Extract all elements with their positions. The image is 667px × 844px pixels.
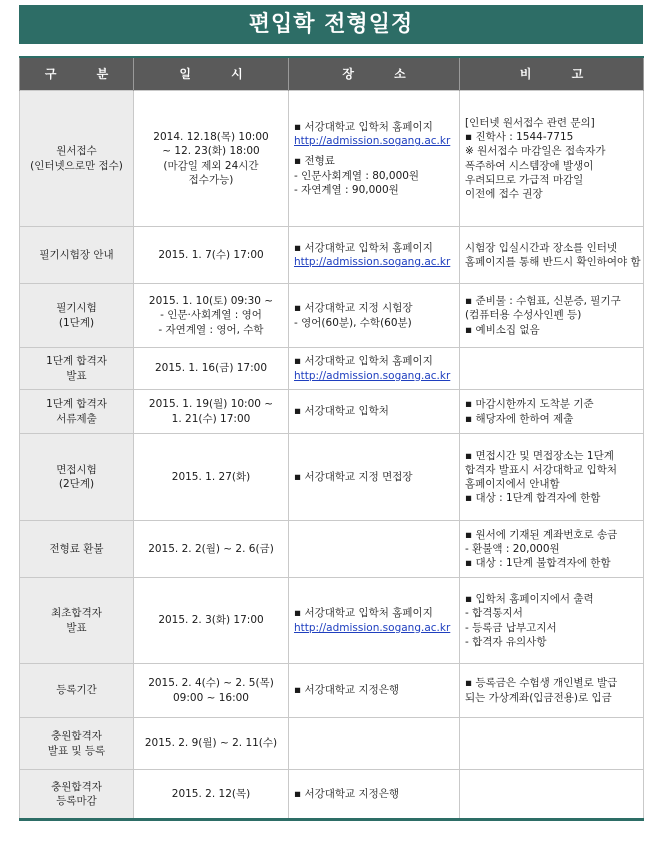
cell-text: ▪ 면접시간 및 면접장소는 1단계 <box>465 449 614 462</box>
cell-text: ~ 12. 23(화) 18:00 <box>162 145 260 158</box>
cell-text: - 영어(60분), 수학(60분) <box>294 316 412 329</box>
table-row <box>20 770 644 820</box>
cell-text: 되는 가상계좌(입금전용)로 입금 <box>465 691 612 704</box>
cell-text: 2015. 1. 16(금) 17:00 <box>154 362 268 375</box>
cell-note <box>460 91 644 227</box>
cell-text: - 합격통지서 <box>465 607 523 620</box>
cell-text: 2015. 2. 9(월) ~ 2. 11(수) <box>144 737 278 750</box>
cell-datetime <box>134 284 289 348</box>
cell-text: ▪ 서강대학교 입학처 홈페이지 <box>294 121 433 134</box>
cell-place <box>289 91 460 227</box>
cell-place <box>289 521 460 578</box>
cell-place <box>289 390 460 434</box>
homepage-link[interactable]: http://admission.sogang.ac.kr <box>294 256 451 268</box>
cell-text: 발표 및 등록 <box>47 744 106 757</box>
cell-text: 발표 <box>66 621 87 634</box>
cell-datetime <box>134 521 289 578</box>
cell-text: - 인문사회계열 : 80,000원 <box>294 169 420 182</box>
cell-category <box>20 348 134 390</box>
cell-place <box>289 284 460 348</box>
cell-text: (마감일 제외 24시간 <box>163 159 259 172</box>
cell-text: 등록기간 <box>56 684 97 697</box>
cell-text: ▪ 서강대학교 지정은행 <box>294 787 400 800</box>
cell-category <box>20 521 134 578</box>
cell-text: 2015. 1. 27(화) <box>171 470 251 483</box>
cell-text: 폭주하여 시스템장애 발생이 <box>465 159 594 172</box>
cell-text: 2015. 1. 19(월) 10:00 ~ <box>148 398 274 411</box>
cell-text: 충원합격자 <box>51 730 102 743</box>
cell-datetime <box>134 718 289 770</box>
cell-text: (2단계) <box>58 478 95 490</box>
cell-text: 충원합격자 <box>51 780 102 793</box>
cell-place <box>289 578 460 664</box>
table-row <box>20 521 644 578</box>
cell-text: - 인문·사회계열 : 영어 <box>160 309 262 322</box>
cell-datetime <box>134 434 289 521</box>
cell-text: ▪ 등록금은 수험생 개인별로 발급 <box>465 677 618 690</box>
cell-note <box>460 521 644 578</box>
cell-note <box>460 718 644 770</box>
cell-text: ▪ 서강대학교 입학처 홈페이지 <box>294 607 433 620</box>
cell-text: ▪ 원서에 기재된 계좌번호로 송금 <box>465 528 618 541</box>
header-datetime: 일 시 <box>134 57 289 91</box>
cell-text: ※ 원서접수 마감일은 접속자가 <box>465 145 606 158</box>
cell-text: 1. 21(수) 17:00 <box>171 412 251 425</box>
cell-category <box>20 770 134 820</box>
homepage-link[interactable]: http://admission.sogang.ac.kr <box>294 369 451 382</box>
cell-text: ▪ 진학사 : 1544-7715 <box>465 131 574 144</box>
cell-category <box>20 718 134 770</box>
cell-text: 우려되므로 가급적 마감일 <box>465 173 584 186</box>
cell-datetime <box>134 664 289 718</box>
cell-category <box>20 578 134 664</box>
cell-text: 합격자 발표시 서강대학교 입학처 <box>465 463 618 476</box>
header-row <box>20 57 644 91</box>
cell-text: ▪ 서강대학교 입학처 홈페이지 <box>294 241 433 254</box>
cell-note <box>460 578 644 664</box>
cell-text: - 환불액 : 20,000원 <box>465 542 560 555</box>
schedule-table <box>19 56 644 821</box>
header-category: 구 분 <box>20 57 134 91</box>
cell-category <box>20 227 134 284</box>
table-row <box>20 664 644 718</box>
cell-text: ▪ 준비물 : 수험표, 신분증, 필기구 <box>465 295 621 308</box>
cell-text: 홈페이지에서 안내함 <box>465 478 560 490</box>
cell-text: ▪ 해당자에 한하여 제출 <box>465 412 574 425</box>
table-row <box>20 348 644 390</box>
cell-text: - 자연계열 : 90,000원 <box>294 183 399 196</box>
cell-text: ▪ 서강대학교 지정 면접장 <box>294 470 413 483</box>
cell-category <box>20 434 134 521</box>
cell-category <box>20 91 134 227</box>
cell-datetime <box>134 578 289 664</box>
cell-note <box>460 664 644 718</box>
cell-text: - 자연계열 : 영어, 수학 <box>158 323 264 336</box>
cell-text: 2015. 2. 12(목) <box>171 787 251 800</box>
cell-text: 2015. 2. 2(월) ~ 2. 6(금) <box>148 542 274 555</box>
cell-note <box>460 434 644 521</box>
cell-text: (인터넷으로만 접수) <box>30 159 123 172</box>
homepage-link[interactable]: http://admission.sogang.ac.kr <box>294 621 451 634</box>
cell-text: 서류제출 <box>56 412 97 425</box>
header-note: 비 고 <box>460 57 644 91</box>
cell-text: ▪ 서강대학교 지정은행 <box>294 684 400 697</box>
cell-datetime <box>134 227 289 284</box>
table-row <box>20 718 644 770</box>
cell-note <box>460 390 644 434</box>
schedule-rows <box>20 91 644 820</box>
cell-category <box>20 664 134 718</box>
cell-datetime <box>134 770 289 820</box>
cell-text: ▪ 서강대학교 입학처 홈페이지 <box>294 355 433 368</box>
cell-text: 2015. 1. 7(수) 17:00 <box>158 248 264 261</box>
cell-text: - 합격자 유의사항 <box>465 635 547 648</box>
cell-place <box>289 227 460 284</box>
cell-note <box>460 348 644 390</box>
header-place: 장 소 <box>289 57 460 91</box>
cell-text: 2014. 12.18(목) 10:00 <box>153 131 269 144</box>
cell-text: 이전에 접수 권장 <box>465 187 543 200</box>
cell-text: 1단계 합격자 <box>46 398 107 411</box>
cell-note <box>460 227 644 284</box>
cell-text: 전형료 환불 <box>49 542 104 555</box>
cell-text: 최초합격자 <box>51 607 102 620</box>
cell-datetime <box>134 91 289 227</box>
cell-text: 면접시험 <box>56 463 97 476</box>
cell-text: ▪ 전형료 <box>294 155 335 168</box>
cell-text: 09:00 ~ 16:00 <box>173 691 249 704</box>
cell-place <box>289 434 460 521</box>
cell-text: 시험장 입실시간과 장소를 인터넷 <box>465 241 618 254</box>
cell-text: 접수가능) <box>188 173 234 186</box>
table-row <box>20 227 644 284</box>
cell-text: ▪ 입학처 홈페이지에서 출력 <box>465 593 594 606</box>
cell-text: 1단계 합격자 <box>46 355 107 368</box>
cell-text: 2015. 2. 3(화) 17:00 <box>158 614 264 627</box>
cell-text: 필기시험 <box>56 302 97 315</box>
cell-place <box>289 718 460 770</box>
cell-category <box>20 284 134 348</box>
cell-text: 등록마감 <box>56 795 97 807</box>
cell-text: [인터넷 원서접수 관련 문의] <box>465 116 595 129</box>
cell-place <box>289 770 460 820</box>
cell-text: (1단계) <box>58 316 95 329</box>
table-row <box>20 578 644 664</box>
cell-text: 필기시험장 안내 <box>39 248 114 261</box>
cell-text: ▪ 대상 : 1단계 합격자에 한함 <box>465 492 601 505</box>
cell-text: 원서접수 <box>56 145 97 158</box>
cell-place <box>289 664 460 718</box>
cell-place <box>289 348 460 390</box>
cell-text: 발표 <box>66 369 87 382</box>
table-row <box>20 284 644 348</box>
cell-note <box>460 284 644 348</box>
cell-text: ▪ 예비소집 없음 <box>465 323 540 336</box>
table-row <box>20 390 644 434</box>
cell-text: 홈페이지를 통해 반드시 확인하여야 함 <box>465 256 641 268</box>
page-title: 편입학 전형일정 <box>19 5 643 44</box>
cell-datetime <box>134 348 289 390</box>
cell-text: ▪ 대상 : 1단계 불합격자에 한함 <box>465 557 611 570</box>
cell-note <box>460 770 644 820</box>
cell-text: (컴퓨터용 수성사인펜 등) <box>465 309 582 322</box>
cell-category <box>20 390 134 434</box>
cell-text: 2015. 2. 4(수) ~ 2. 5(목) <box>148 677 274 690</box>
table-row <box>20 434 644 521</box>
cell-text: ▪ 서강대학교 입학처 <box>294 405 389 418</box>
cell-text: ▪ 마감시한까지 도착분 기준 <box>465 398 594 411</box>
homepage-link[interactable]: http://admission.sogang.ac.kr <box>294 135 451 148</box>
cell-datetime <box>134 390 289 434</box>
cell-text: - 등록금 납부고지서 <box>465 621 557 634</box>
cell-text: 2015. 1. 10(토) 09:30 ~ <box>148 295 274 308</box>
table-row <box>20 91 644 227</box>
cell-text: ▪ 서강대학교 지정 시험장 <box>294 302 413 315</box>
